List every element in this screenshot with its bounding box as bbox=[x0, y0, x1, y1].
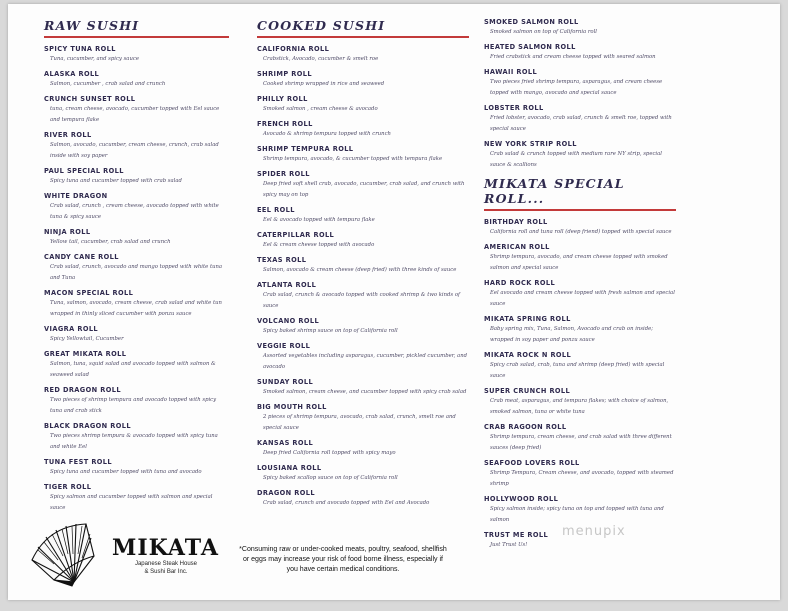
more-cooked-list bbox=[484, 18, 676, 171]
menu-item-name: CANDY CANE ROLL bbox=[44, 253, 119, 261]
menu-item bbox=[44, 325, 229, 345]
menu-item bbox=[484, 315, 676, 346]
special-roll-list bbox=[484, 218, 676, 551]
menu-item-name: PHILLY ROLL bbox=[257, 95, 308, 103]
menu-item-description: Crab salad, crunch and avocado topped with Eel and Avocado bbox=[263, 500, 430, 506]
menu-item bbox=[484, 459, 676, 490]
section-divider bbox=[44, 36, 229, 38]
menu-item-name: LOUSIANA ROLL bbox=[257, 464, 322, 472]
menu-item bbox=[257, 489, 469, 509]
menu-item-description: Eel & avocado topped with tempura flake bbox=[263, 217, 375, 223]
menu-item-description: Fried crabstick and cream cheese topped with seared salmon bbox=[490, 54, 656, 60]
menu-item-description: Shrimp tempura, avocado, & cucumber topped with tempura flake bbox=[263, 156, 443, 162]
menu-item-name: NEW YORK STRIP ROLL bbox=[484, 140, 577, 148]
menu-item-name: HOLLYWOOD ROLL bbox=[484, 495, 559, 503]
menu-item bbox=[44, 95, 229, 126]
menu-item bbox=[484, 218, 676, 238]
menu-item-description: Tuna, salmon, avocado, cream cheese, crab salad and white tun wrapped in thinly sliced cucumber with ponzu sauce bbox=[50, 300, 222, 317]
menu-item-name: ALASKA ROLL bbox=[44, 70, 100, 78]
menu-item-description: Salmon, avocado & cream cheese (deep fried) with three kinds of sauce bbox=[263, 267, 457, 273]
menu-item-description: Crabstick, Avocado, cucumber & smelt roe bbox=[263, 56, 379, 62]
menu-item bbox=[257, 317, 469, 337]
menu-item-description: Spicy salmon inside; spicy tuna on top and topped with tuna and salmon bbox=[490, 506, 664, 523]
right-column bbox=[484, 18, 676, 556]
menu-item-name: VIAGRA ROLL bbox=[44, 325, 99, 333]
menu-item-description: Avocado & shrimp tempura topped with crunch bbox=[263, 131, 391, 137]
menu-item-name: HEATED SALMON ROLL bbox=[484, 43, 576, 51]
menu-item-name: CATERPILLAR ROLL bbox=[257, 231, 335, 239]
menu-item bbox=[257, 231, 469, 251]
menu-item-name: MIKATA ROCK N ROLL bbox=[484, 351, 572, 359]
section-divider bbox=[484, 209, 676, 211]
menu-item-name: CRAB RAGOON ROLL bbox=[484, 423, 567, 431]
section-title-raw-sushi: RAW SUSHI bbox=[44, 18, 140, 33]
menu-item bbox=[44, 458, 229, 478]
cooked-sushi-list bbox=[257, 45, 469, 509]
watermark: menupix bbox=[562, 524, 626, 539]
menu-item-name: SMOKED SALMON ROLL bbox=[484, 18, 579, 26]
menu-item bbox=[257, 120, 469, 140]
menu-item-description: Crab salad, crunch & avocado topped with cooked shrimp & two kinds of sauce bbox=[263, 292, 460, 309]
menu-item-description: Spicy crab salad, crab, tuna and shrimp (deep fried) with special sauce bbox=[490, 362, 665, 379]
menu-item-description: Salmon, avocado, cucumber, cream cheese, crunch, crab salad inside with soy paper bbox=[50, 142, 219, 159]
menu-item-name: TEXAS ROLL bbox=[257, 256, 307, 264]
menu-item-description: Two pieces shrimp tempura & avocado topped with spicy tuna and white Eel bbox=[50, 433, 218, 450]
menu-item bbox=[484, 18, 676, 38]
menu-item-description: Spicy baked shrimp sauce on top of California roll bbox=[263, 328, 398, 334]
menu-item-name: WHITE DRAGON bbox=[44, 192, 108, 200]
menu-item-description: Two pieces fried shrimp tempura, asparagus, and cream cheese topped with mango, avocado and special sauce bbox=[490, 79, 663, 96]
menu-item bbox=[44, 483, 229, 514]
menu-item-description: Salmon, tuna, squid salad and avocado topped with salmon & seaweed salad bbox=[50, 361, 216, 378]
menu-item-description: Smoked salmon, cream cheese, and cucumber topped with spicy crab salad bbox=[263, 389, 467, 395]
menu-item bbox=[44, 70, 229, 90]
menu-item-description: Crab salad & crunch topped with medium rare NY strip, special sauce & scallions bbox=[490, 151, 662, 168]
section-title-special-roll: MIKATA SPECIAL ROLL... bbox=[484, 176, 625, 206]
menu-item-description: Shrimp tempura, avocado, and cream cheese topped with smoked salmon and special sauce bbox=[490, 254, 668, 271]
mikata-logo bbox=[28, 520, 219, 590]
menu-item-name: BIG MOUTH ROLL bbox=[257, 403, 327, 411]
menu-item-name: CRUNCH SUNSET ROLL bbox=[44, 95, 136, 103]
menu-item-name: KANSAS ROLL bbox=[257, 439, 314, 447]
menu-item bbox=[257, 256, 469, 276]
menu-item-description: Eel avocado and cream cheese topped with fresh salmon and special sauce bbox=[490, 290, 675, 307]
menu-item-name: MIKATA SPRING ROLL bbox=[484, 315, 571, 323]
menu-item bbox=[257, 342, 469, 373]
menu-item bbox=[484, 104, 676, 135]
menu-item bbox=[484, 140, 676, 171]
menu-item-name: VEGGIE ROLL bbox=[257, 342, 311, 350]
menu-item bbox=[484, 423, 676, 454]
menu-item bbox=[44, 45, 229, 65]
menu-item-name: PAUL SPECIAL ROLL bbox=[44, 167, 124, 175]
cooked-sushi-column bbox=[257, 18, 469, 514]
menu-item-description: Fried lobster, avocado, crab salad, crunch & smelt roe, topped with special sauce bbox=[490, 115, 672, 132]
menu-item bbox=[257, 206, 469, 226]
menu-item-name: TRUST ME ROLL bbox=[484, 531, 549, 539]
menu-item bbox=[484, 68, 676, 99]
menu-item-description: Salmon, cucumber , crab salad and crunch bbox=[50, 81, 166, 87]
menu-page bbox=[8, 4, 780, 600]
menu-item-description: Shrimp tempura, cream cheese, and crab salad with three different sauces (deep fried) bbox=[490, 434, 672, 451]
menu-item-name: SEAFOOD LOVERS ROLL bbox=[484, 459, 580, 467]
menu-item-description: Smoked salmon on top of California roll bbox=[490, 29, 597, 35]
menu-item-name: FRENCH ROLL bbox=[257, 120, 313, 128]
menu-item-description: Tuna, cucumber, and spicy sauce bbox=[50, 56, 139, 62]
menu-item-description: Spicy tuna and cucumber topped with tuna and avocado bbox=[50, 469, 202, 475]
menu-item-name: SUPER CRUNCH ROLL bbox=[484, 387, 571, 395]
menu-item-name: SUNDAY ROLL bbox=[257, 378, 314, 386]
menu-item bbox=[257, 464, 469, 484]
menu-item bbox=[44, 192, 229, 223]
menu-item-description: Shrimp Tempura, Cream cheese, and avocado, topped with steamed shrimp bbox=[490, 470, 674, 487]
folding-fan-icon bbox=[28, 520, 100, 588]
menu-item-name: SPICY TUNA ROLL bbox=[44, 45, 116, 53]
section-title-cooked-sushi: COOKED SUSHI bbox=[257, 18, 386, 33]
menu-item bbox=[44, 386, 229, 417]
menu-item-name: BIRTHDAY ROLL bbox=[484, 218, 548, 226]
health-disclaimer: *Consuming raw or under-cooked meats, poultry, seafood, shellfish or eggs may increase your risk of food borne illness, especially if you have certain medical conditions. bbox=[239, 546, 447, 573]
menu-item bbox=[44, 289, 229, 320]
menu-item-name: SPIDER ROLL bbox=[257, 170, 310, 178]
menu-item-name: NINJA ROLL bbox=[44, 228, 91, 236]
logo-subtitle: Japanese Steak House & Sushi Bar Inc. bbox=[134, 561, 198, 575]
menu-item bbox=[257, 95, 469, 115]
logo-wordmark: MIKATA bbox=[112, 535, 219, 561]
menu-item-description: Crab salad, crunch , cream cheese, avocado topped with white tuna & spicy sauce bbox=[50, 203, 219, 220]
menu-item-name: ATLANTA ROLL bbox=[257, 281, 317, 289]
menu-item bbox=[44, 228, 229, 248]
menu-item-description: California roll and tuna roll (deep friend) topped with special sauce bbox=[490, 229, 672, 235]
menu-item bbox=[257, 378, 469, 398]
menu-item-description: Spicy tuna and cucumber topped with crab salad bbox=[50, 178, 182, 184]
menu-item-name: VOLCANO ROLL bbox=[257, 317, 320, 325]
menu-item-description: Two pieces of shrimp tempura and avocado topped with spicy tuna and crab stick bbox=[50, 397, 217, 414]
menu-item-name: EEL ROLL bbox=[257, 206, 295, 214]
raw-sushi-list bbox=[44, 45, 229, 514]
menu-item-name: MACON SPECIAL ROLL bbox=[44, 289, 134, 297]
menu-item bbox=[484, 243, 676, 274]
menu-item-description: Deep fried California roll topped with spicy mayo bbox=[263, 450, 396, 456]
menu-item-name: BLACK DRAGON ROLL bbox=[44, 422, 131, 430]
menu-item bbox=[44, 422, 229, 453]
menu-item-description: Deep fried soft shell crab, avocado, cucumber, crab salad, and crunch with spicy may on top bbox=[263, 181, 465, 198]
menu-item-description: Cooked shrimp wrapped in rice and seaweed bbox=[263, 81, 385, 87]
menu-item bbox=[44, 131, 229, 162]
menu-item-description: Yellow tail, cucumber, crab salad and crunch bbox=[50, 239, 171, 245]
menu-item-description: Assorted vegetables including asparagus, cucumber, pickled cucumber, and avocado bbox=[263, 353, 467, 370]
menu-item-name: GREAT MIKATA ROLL bbox=[44, 350, 127, 358]
menu-item-name: AMERICAN ROLL bbox=[484, 243, 550, 251]
menu-item-description: Just Trust Us! bbox=[490, 542, 528, 548]
menu-item bbox=[257, 145, 469, 165]
menu-item bbox=[484, 43, 676, 63]
menu-item-name: RIVER ROLL bbox=[44, 131, 92, 139]
menu-item-name: SHRIMP ROLL bbox=[257, 70, 312, 78]
menu-item bbox=[257, 45, 469, 65]
menu-item-description: Spicy Yellowtail, Cucumber bbox=[50, 336, 124, 342]
menu-item-name: TUNA FEST ROLL bbox=[44, 458, 113, 466]
menu-item bbox=[257, 170, 469, 201]
menu-item bbox=[257, 439, 469, 459]
menu-item-name: HAWAII ROLL bbox=[484, 68, 538, 76]
menu-item-description: tuna, cream cheese, avocado, cucumber topped with Eel sauce and tempura flake bbox=[50, 106, 220, 123]
menu-item-description: Spicy salmon and cucumber topped with salmon and special sauce bbox=[50, 494, 213, 511]
menu-item-description: Spicy baked scallop sauce on top of California roll bbox=[263, 475, 398, 481]
menu-item-description: Eel & cream cheese topped with avocado bbox=[263, 242, 375, 248]
menu-item-description: 2 pieces of shrimp tempura, avocado, crab salad, crunch, smelt roe and special sauce bbox=[263, 414, 456, 431]
menu-item bbox=[257, 403, 469, 434]
menu-item bbox=[484, 495, 676, 526]
menu-item-description: Crab meat, asparagus, and tempura flakes; with choice of salmon, smoked salmon, tuna or white tuna bbox=[490, 398, 669, 415]
menu-item bbox=[44, 350, 229, 381]
menu-item bbox=[484, 279, 676, 310]
menu-item bbox=[484, 387, 676, 418]
menu-item-description: Crab salad, crunch, avocado and mango topped with white tuna and Tuna bbox=[50, 264, 223, 281]
menu-item bbox=[44, 167, 229, 187]
menu-item-description: Baby spring mix, Tuna, Salmon, Avocado and crab on inside; wrapped in soy paper and ponzu sauce bbox=[490, 326, 654, 343]
menu-item-name: TIGER ROLL bbox=[44, 483, 92, 491]
menu-item-name: CALIFORNIA ROLL bbox=[257, 45, 330, 53]
raw-sushi-column bbox=[44, 18, 229, 519]
menu-item-name: SHRIMP TEMPURA ROLL bbox=[257, 145, 354, 153]
menu-item-name: HARD ROCK ROLL bbox=[484, 279, 556, 287]
menu-item-name: RED DRAGON ROLL bbox=[44, 386, 121, 394]
menu-item bbox=[44, 253, 229, 284]
menu-item-name: DRAGON ROLL bbox=[257, 489, 315, 497]
menu-item bbox=[257, 70, 469, 90]
section-divider bbox=[257, 36, 469, 38]
menu-item-name: LOBSTER ROLL bbox=[484, 104, 544, 112]
menu-item bbox=[484, 351, 676, 382]
menu-item bbox=[257, 281, 469, 312]
menu-item-description: Smoked salmon , cream cheese & avocado bbox=[263, 106, 378, 112]
